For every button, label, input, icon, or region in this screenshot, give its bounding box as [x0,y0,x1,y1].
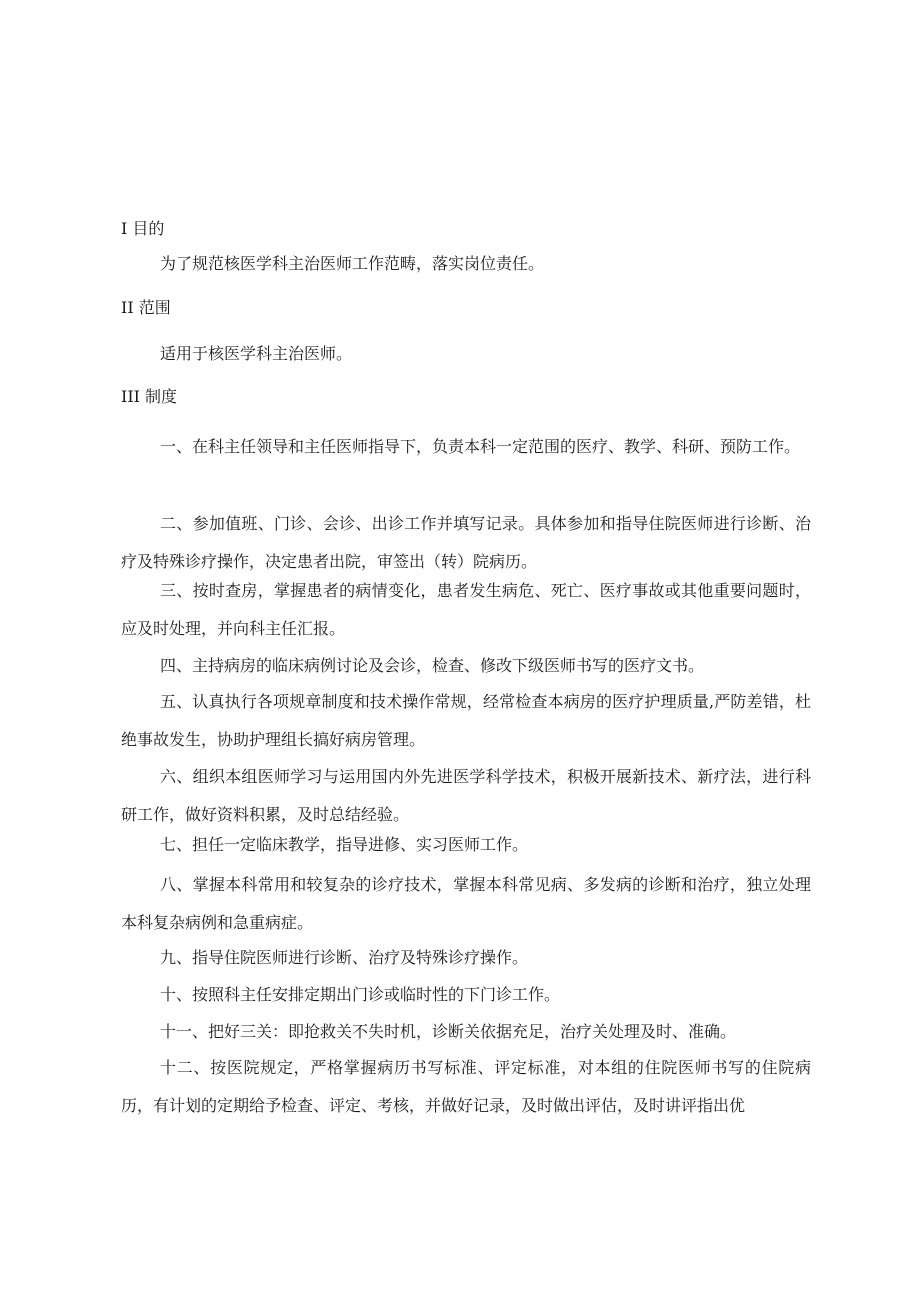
list-item: 七、担任一定临床教学，指导进修、实习医师工作。 [160,835,529,854]
list-item: 三、按时查房，掌握患者的病情变化，患者发生病危、死亡、医疗事故或其他重要问题时，应及时处理，并向科主任汇报。 [121,581,811,638]
list-item: 九、指导住院医师进行诊断、治疗及特殊诊疗操作。 [160,948,529,967]
list-item: 一、在科主任领导和主任医师指导下，负责本科一定范围的医疗、教学、科研、预防工作。 [160,437,801,456]
section-heading-scope: II 范围 [121,298,171,317]
list-item: 十、按照科主任安排定期出门诊或临时性的下门诊工作。 [160,985,561,1004]
list-item: 八、掌握本科常用和较复杂的诊疗技术，掌握本科常见病、多发病的诊断和治疗，独立处理本科复杂病例和急重病症。 [121,875,811,932]
section-heading-purpose: I 目的 [121,219,165,238]
list-item: 五、认真执行各项规章制度和技术操作常规，经常检查本病房的医疗护理质量,严防差错，杜绝事故发生，协助护理组长搞好病房管理。 [121,692,811,749]
list-item: 六、组织本组医师学习与运用国内外先进医学科学技术，积极开展新技术、新疗法，进行科研工作，做好资料积累，及时总结经验。 [121,767,811,824]
scope-text: 适用于核医学科主治医师。 [160,344,353,363]
list-item: 四、主持病房的临床病例讨论及会诊，检查、修改下级医师书写的医疗文书。 [160,656,705,675]
list-item: 十一、把好三关：即抢救关不失时机，诊断关依据充足，治疗关处理及时、准确。 [160,1022,737,1041]
list-item: 十二、按医院规定，严格掌握病历书写标准、评定标准，对本组的住院医师书写的住院病历，有计划的定期给予检查、评定、考核，并做好记录，及时做出评估，及时讲评指出优 [121,1058,811,1115]
list-item: 二、参加值班、门诊、会诊、出诊工作并填写记录。具体参加和指导住院医师进行诊断、治疗及特殊诊疗操作，决定患者出院，审签出（转）院病历。 [121,514,811,571]
purpose-text: 为了规范核医学科主治医师工作范畴，落实岗位责任。 [160,254,545,273]
section-heading-system: III 制度 [121,387,178,406]
